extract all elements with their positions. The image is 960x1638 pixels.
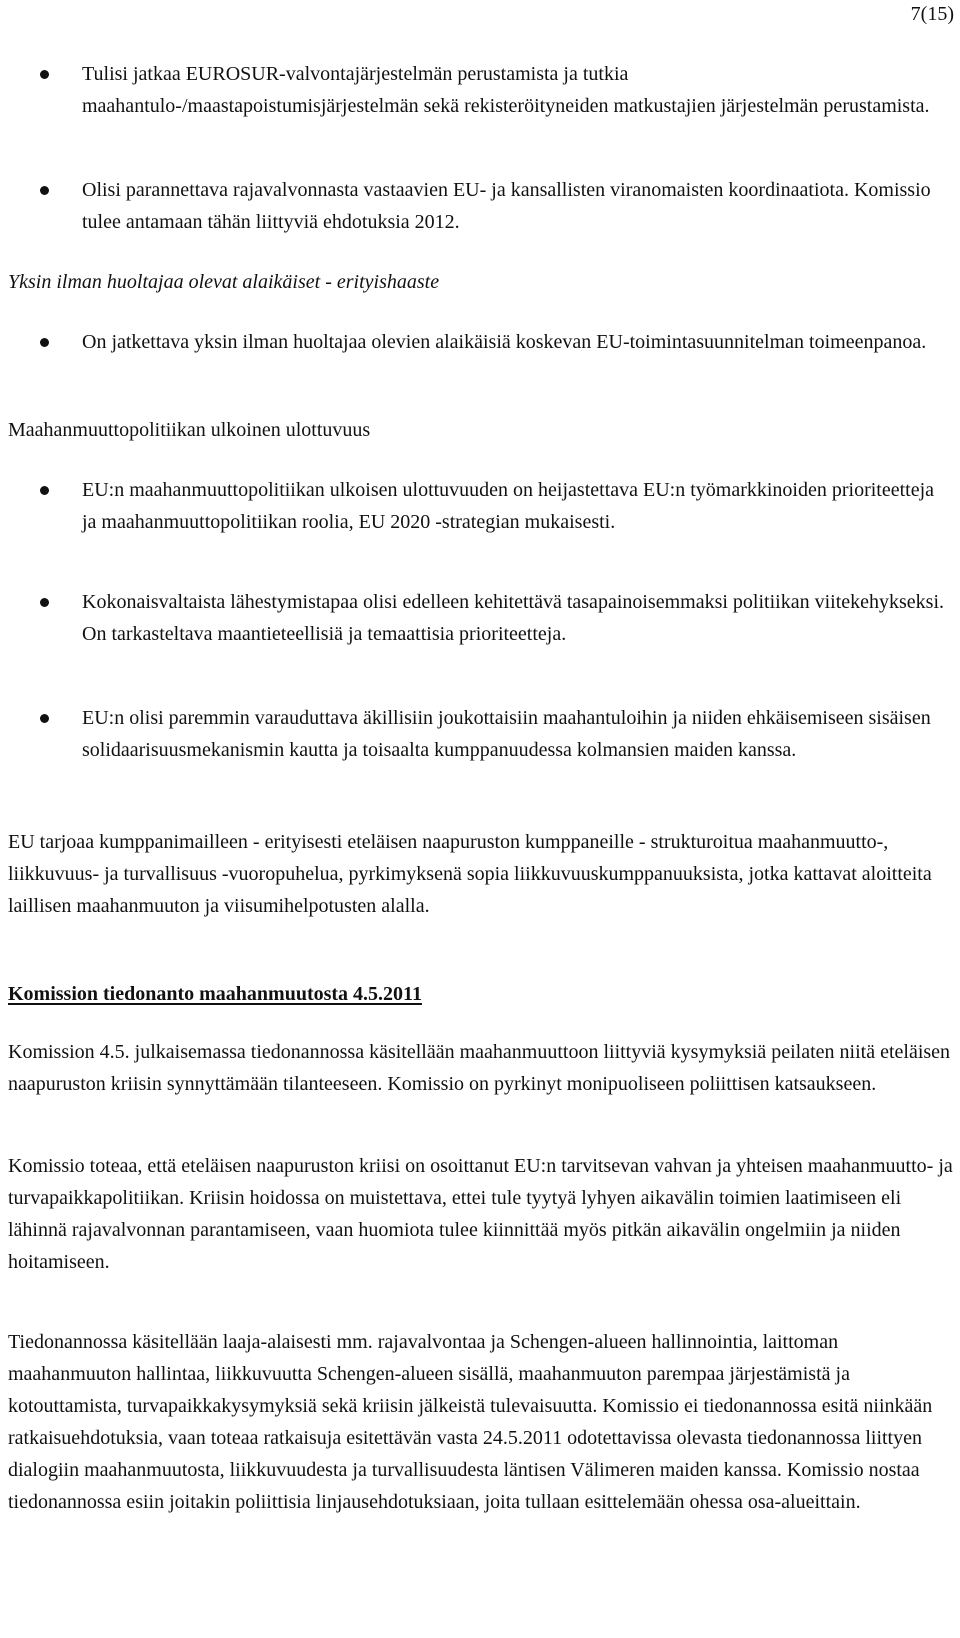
subheading-minors: Yksin ilman huoltajaa olevat alaikäiset - erityishaaste (8, 271, 440, 293)
paragraph-eu-offer: EU tarjoaa kumppanimailleen - erityisesti eteläisen naapuruston kumppaneille - strukturoitua maahanmuutto-, liikkuvuus- ja turvallisuus -vuoropuhelua, pyrkimyksenä sopia liikkuvuuskumppanuuksista, jotka kattavat aloitteita laillisen maahanmuuton ja viisumihelpotusten alalla. (8, 831, 932, 917)
bullet-text-action-plan: On jatkettava yksin ilman huoltajaa olevien alaikäisiä koskevan EU-toimintasuunnitelman toimeenpanoa. (82, 331, 927, 353)
paragraph-crisis: Komissio toteaa, että eteläisen naapuruston kriisi on osoittanut EU:n tarvitsevan vahvan ja yhteisen maahanmuutto- ja turvapaikkapolitiikan. Kriisin hoidossa on muistettava, ettei tule tyytyä lyhyen aikavälin toimien laatimiseen eli lähinnä rajavalvonnan parantamiseen, vaan huomiota tulee kiinnittää myös pitkän aikavälin ongelmiin ja niiden hoitamiseen. (8, 1155, 953, 1273)
bullet-text-global-approach: Kokonaisvaltaista lähestymistapaa olisi edelleen kehitettävä tasapainoisemmaksi politiikan viitekehykseksi. On tarkasteltava maantieteellisiä ja temaattisia prioriteetteja. (82, 591, 945, 645)
section-heading: Komission tiedonanto maahanmuutosta 4.5.2011 (8, 983, 422, 1005)
bullet-dot (40, 70, 49, 79)
subheading-external-dimension: Maahanmuuttopolitiikan ulkoinen ulottuvuus (8, 419, 371, 441)
bullet-dot (40, 338, 49, 347)
bullet-text-solidarity: EU:n olisi paremmin varauduttava äkillisiin joukottaisiin maahantuloihin ja niiden ehkäisemiseen sisäisen solidaarisuusmekanismin kautta ja toisaalta kumppanuudessa kolmansien maiden kanssa. (82, 707, 931, 761)
bullet-text-coordination: Olisi parannettava rajavalvonnasta vastaavien EU- ja kansallisten viranomaisten koordinaatiota. Komissio tulee antamaan tähän liittyviä ehdotuksia 2012. (82, 179, 931, 233)
bullet-text-labour-market: EU:n maahanmuuttopolitiikan ulkoisen ulottuvuuden on heijastettava EU:n työmarkkinoiden prioriteetteja ja maahanmuuttopolitiikan roolia, EU 2020 -strategian mukaisesti. (82, 479, 935, 533)
bullet-dot (40, 186, 49, 195)
paragraph-communication: Komission 4.5. julkaisemassa tiedonannossa käsitellään maahanmuuttoon liittyviä kysymyksiä peilaten niitä eteläisen naapuruston kriisin synnyttämään tilanteeseen. Komissio on pyrkinyt monipuoliseen poliittisen katsaukseen. (8, 1041, 951, 1095)
page-number: 7(15) (910, 3, 954, 25)
paragraph-topics: Tiedonannossa käsitellään laaja-alaisesti mm. rajavalvontaa ja Schengen-alueen hallinnointia, laittoman maahanmuuton hallintaa, liikkuvuutta Schengen-alueen sisällä, maahanmuuton parempaa järjestämistä ja kotouttamista, turvapaikkakysymyksiä sekä kriisin jälkeistä tulevaisuutta. Komissio ei tiedonannossa esitä niinkään ratkaisuehdotuksia, vaan toteaa ratkaisuja esitettävän vasta 24.5.2011 odotettavissa olevasta tiedonannossa liittyen dialogiin maahanmuutosta, liikkuvuudesta ja turvallisuudesta läntisen Välimeren maiden kanssa. Komissio nostaa tiedonannossa esiin joitakin poliittisia linjausehdotuksiaan, joita tullaan esittelemään ohessa osa-alueittain. (8, 1331, 933, 1513)
bullet-dot (40, 486, 49, 495)
bullet-dot (40, 714, 49, 723)
bullet-text-eurosur: Tulisi jatkaa EUROSUR-valvontajärjestelmän perustamista ja tutkia maahantulo-/maastapoistumisjärjestelmän sekä rekisteröityneiden matkustajien järjestelmän perustamista. (82, 63, 930, 117)
bullet-dot (40, 598, 49, 607)
